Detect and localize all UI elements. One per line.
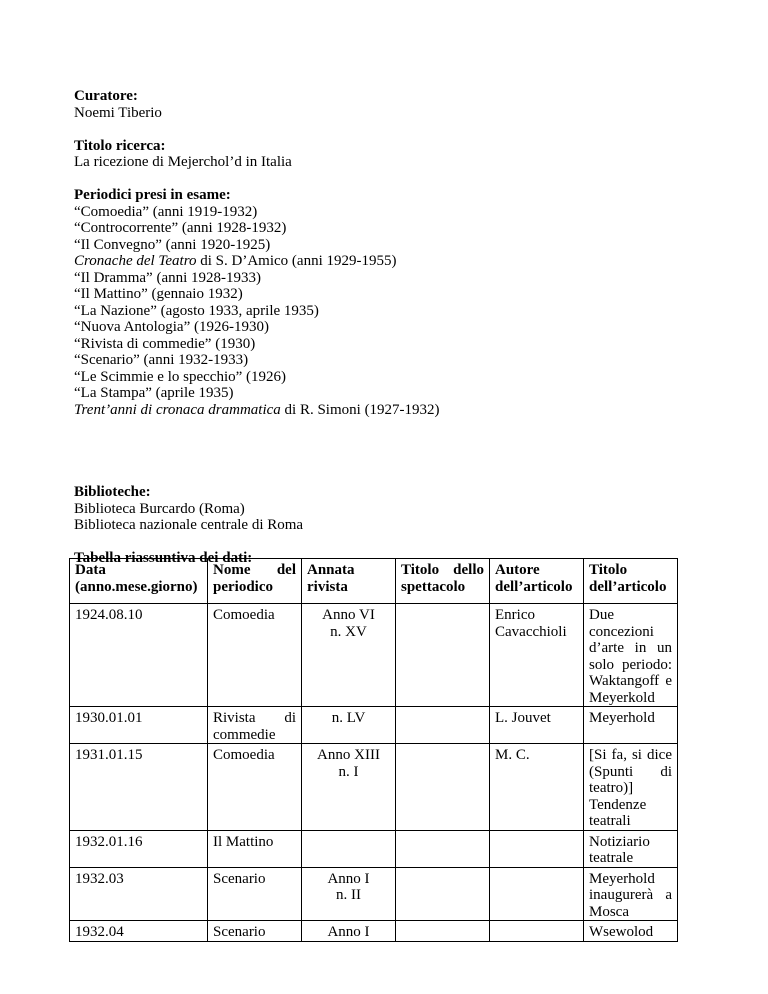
cell-titolo-line: teatro)]	[589, 780, 634, 796]
cell-autore	[490, 867, 584, 921]
document-page	[74, 88, 704, 583]
cell-titolo	[584, 830, 678, 867]
cell-titolo	[584, 867, 678, 921]
cell-titolo-line: Meyerhold	[589, 870, 655, 887]
cell-annata	[302, 604, 396, 707]
header-data-text: Data	[75, 562, 106, 578]
cell-periodico-line: Il Mattino	[213, 833, 274, 850]
periodico-item: “Le Scimmie e lo specchio” (1926)	[74, 368, 287, 385]
cell-titolo-line: solo periodo:	[589, 656, 672, 673]
cell-periodico	[208, 707, 302, 744]
cell-titolo-line: Due	[589, 607, 614, 623]
cell-annata	[302, 707, 396, 744]
titolo-label: Titolo ricerca:	[74, 137, 166, 154]
periodici-label: Periodici presi in esame:	[74, 187, 231, 203]
header-titolo-text: Titolo	[589, 562, 628, 578]
header-spettacolo-text: spettacolo	[401, 578, 466, 595]
cell-periodico-line: Comoedia	[213, 747, 275, 763]
cell-periodico-line: Scenario	[213, 870, 266, 887]
header-titolo-text: dell’articolo	[589, 578, 667, 595]
periodico-item: “Il Convegno” (anni 1920-1925)	[74, 236, 271, 253]
cell-autore	[490, 921, 584, 942]
header-spettacolo-text: Titolo dello	[401, 562, 484, 578]
curatore-section	[74, 88, 704, 121]
titolo-value: La ricezione di Mejerchol’d in Italia	[74, 154, 292, 170]
table-header-row	[70, 559, 678, 604]
cell-annata	[302, 921, 396, 942]
periodico-item: Cronache del Teatro di S. D’Amico (anni 1929-1955)	[74, 253, 397, 269]
cell-titolo-line: concezioni	[589, 623, 654, 640]
cell-annata	[302, 830, 396, 867]
header-data-text: (anno.mese.giorno)	[75, 578, 198, 595]
cell-periodico	[208, 744, 302, 831]
cell-periodico-line: Comoedia	[213, 607, 275, 623]
cell-periodico	[208, 867, 302, 921]
header-data	[70, 559, 208, 604]
cell-data: 1932.04	[70, 921, 208, 942]
table-row	[70, 604, 678, 707]
cell-periodico-line: Scenario	[213, 924, 266, 940]
header-periodico	[208, 559, 302, 604]
cell-titolo	[584, 921, 678, 942]
cell-autore-line: Cavacchioli	[495, 623, 567, 640]
periodico-item: “Rivista di commedie” (1930)	[74, 335, 256, 352]
cell-data: 1924.08.10	[70, 604, 208, 707]
periodico-item: “Il Mattino” (gennaio 1932)	[74, 286, 243, 302]
table-row	[70, 744, 678, 831]
periodico-item: “La Nazione” (agosto 1933, aprile 1935)	[74, 302, 319, 319]
header-periodico-text: periodico	[213, 578, 273, 595]
curatore-label: Curatore:	[74, 88, 138, 104]
cell-autore-line: Enrico	[495, 607, 535, 623]
periodico-item: “Il Dramma” (anni 1928-1933)	[74, 269, 262, 286]
table-row	[70, 921, 678, 942]
cell-titolo-line: Meyerhold	[589, 710, 655, 726]
cell-titolo-line: teatrale	[589, 850, 634, 866]
header-autore-text: Autore	[495, 562, 540, 578]
cell-titolo	[584, 604, 678, 707]
table-body	[70, 604, 678, 942]
cell-annata-line: Anno XIII	[317, 747, 380, 763]
cell-autore-line: M. C.	[495, 747, 530, 763]
cell-periodico	[208, 921, 302, 942]
cell-spettacolo	[396, 604, 490, 707]
header-periodico-text: Nome del	[213, 562, 296, 578]
cell-titolo-line: d’arte in un	[589, 640, 672, 656]
periodico-item: “Comoedia” (anni 1919-1932)	[74, 203, 258, 220]
tabella-label: Tabella riassuntiva dei dati:	[74, 550, 253, 566]
cell-annata-line: Anno VI	[322, 607, 375, 623]
biblioteca-item: Biblioteca Burcardo (Roma)	[74, 500, 245, 517]
cell-titolo-line: Waktangoff e	[589, 673, 672, 689]
table-row	[70, 707, 678, 744]
cell-titolo	[584, 707, 678, 744]
cell-titolo-line: Wsewolod	[589, 924, 654, 940]
periodico-item: “Scenario” (anni 1932-1933)	[74, 352, 249, 368]
header-autore-text: dell’articolo	[495, 578, 573, 595]
periodici-list	[74, 204, 704, 419]
table-row	[70, 830, 678, 867]
cell-titolo	[584, 744, 678, 831]
periodico-item: “Nuova Antologia” (1926-1930)	[74, 319, 269, 335]
cell-spettacolo	[396, 921, 490, 942]
periodico-item-italic: Trent’anni di cronaca drammatica	[74, 401, 281, 418]
cell-annata-line: Anno I	[327, 870, 370, 887]
periodico-item-italic: Cronache del Teatro	[74, 253, 197, 269]
cell-annata-line: n. II	[336, 887, 361, 903]
periodico-item: “La Stampa” (aprile 1935)	[74, 385, 234, 401]
cell-annata-line: n. XV	[330, 623, 367, 640]
header-annata-text: rivista	[307, 578, 348, 595]
cell-data: 1931.01.15	[70, 744, 208, 831]
table-row	[70, 867, 678, 921]
titolo-section	[74, 138, 704, 171]
data-table	[69, 558, 678, 942]
cell-titolo-line: Meyerkold	[589, 689, 655, 706]
cell-titolo-line: [Si fa, si dice	[589, 747, 672, 763]
cell-annata-line: n. LV	[331, 710, 366, 726]
header-titolo	[584, 559, 678, 604]
cell-spettacolo	[396, 744, 490, 831]
curatore-value: Noemi Tiberio	[74, 104, 162, 121]
cell-autore	[490, 744, 584, 831]
cell-autore	[490, 707, 584, 744]
cell-annata	[302, 867, 396, 921]
biblioteche-label: Biblioteche:	[74, 484, 151, 500]
header-spettacolo	[396, 559, 490, 604]
cell-periodico-line: commedie	[213, 726, 276, 743]
header-autore	[490, 559, 584, 604]
cell-annata	[302, 744, 396, 831]
periodico-item: “Controcorrente” (anni 1928-1932)	[74, 220, 287, 236]
cell-autore	[490, 604, 584, 707]
cell-spettacolo	[396, 867, 490, 921]
cell-titolo-line: Tendenze	[589, 796, 647, 813]
cell-periodico	[208, 604, 302, 707]
cell-titolo-line: inaugurerà a	[589, 887, 672, 903]
cell-titolo-line: Mosca	[589, 903, 629, 920]
cell-periodico-line: Rivista di	[213, 710, 296, 726]
header-annata	[302, 559, 396, 604]
header-annata-text: Annata	[307, 562, 355, 578]
cell-titolo-line: (Spunti di	[589, 763, 672, 780]
biblioteca-item: Biblioteca nazionale centrale di Roma	[74, 517, 304, 533]
cell-titolo-line: teatrali	[589, 813, 631, 829]
cell-spettacolo	[396, 830, 490, 867]
cell-spettacolo	[396, 707, 490, 744]
cell-data: 1930.01.01	[70, 707, 208, 744]
cell-periodico	[208, 830, 302, 867]
cell-autore-line: L. Jouvet	[495, 710, 551, 726]
cell-annata-line: n. I	[338, 763, 359, 780]
cell-data: 1932.01.16	[70, 830, 208, 867]
cell-titolo-line: Notiziario	[589, 833, 650, 850]
cell-data: 1932.03	[70, 867, 208, 921]
cell-annata-line: Anno I	[327, 924, 370, 940]
cell-autore	[490, 830, 584, 867]
periodico-item: Trent’anni di cronaca drammatica di R. Simoni (1927-1932)	[74, 401, 440, 418]
biblioteche-section	[74, 484, 704, 534]
periodici-section	[74, 187, 704, 418]
